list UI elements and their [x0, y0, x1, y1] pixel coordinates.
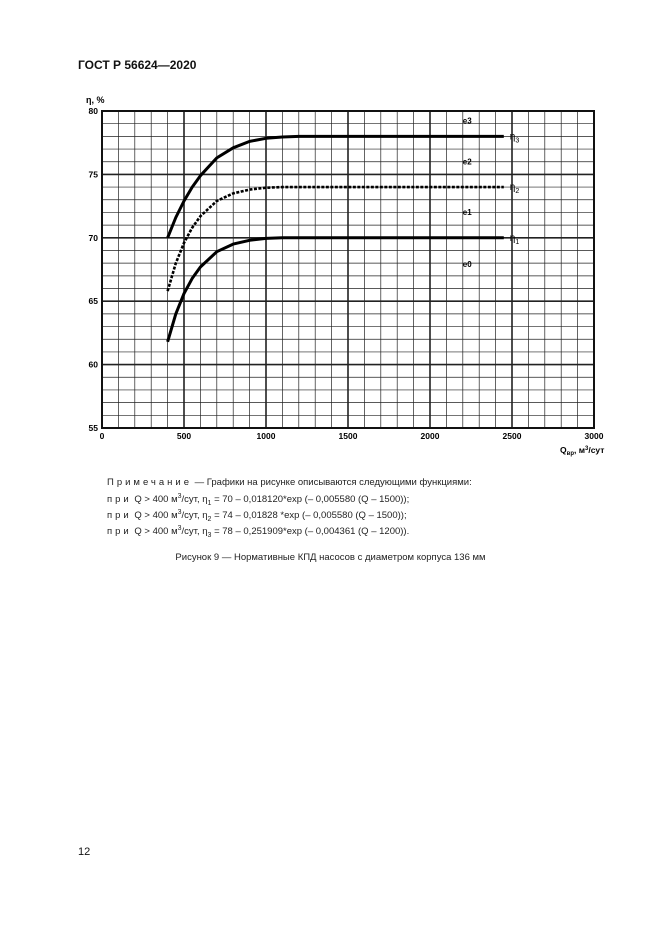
y-tick-label: 80 [88, 106, 98, 116]
x-tick-label: 1000 [256, 431, 276, 441]
x-tick-label: 0 [99, 431, 105, 441]
chart-labels [463, 117, 520, 269]
x-axis-label: $Q_{вр}$, $м^3$/сут [560, 445, 605, 457]
zone-label: e2 [462, 157, 472, 167]
zone-label: e3 [462, 116, 472, 126]
y-tick-label: 60 [88, 359, 98, 370]
figure-caption: Рисунок 9 — Нормативные КПД насосов с диаметром корпуса 136 мм [175, 552, 486, 563]
y-axis-label: η, % [86, 95, 105, 105]
document-header: ГОСТ Р 56624—2020 [78, 58, 197, 72]
note-line-1: при Q > 400 $м^3$/сут, $\eta_1 = 70 - 0,018120*\exp$ (– 0,005580 (Q – 1500)); [107, 493, 410, 508]
y-tick-label: 70 [88, 232, 98, 243]
x-tick-label: 500 [176, 431, 192, 441]
zone-label: e0 [462, 259, 472, 269]
chart-grid [102, 111, 594, 428]
series-end-label: $\eta_1$ [509, 232, 520, 246]
x-tick-label: 1500 [338, 431, 358, 441]
series-end-label: $\eta_3$ [509, 131, 520, 145]
series-line-η1 [168, 238, 504, 342]
x-tick-label: 2000 [420, 431, 440, 441]
note-line-2: при Q > 400 $м^3$/сут, $\eta_2 = 74 - 0,01828$ *exp (– 0,005580 (Q – 1500)); [107, 509, 407, 524]
x-tick-label: 2500 [502, 431, 522, 441]
y-tick-label: 55 [88, 423, 98, 433]
chart-series [168, 136, 504, 341]
note-intro [107, 477, 472, 488]
zone-label: e1 [462, 207, 472, 217]
x-tick-label: 3000 [584, 431, 604, 441]
y-tick-label: 75 [88, 169, 98, 180]
page-number: 12 [78, 846, 91, 858]
note-intro-text: — Графики на рисунке описываются следующими функциями: [192, 477, 472, 488]
note-line-3: при Q > 400 $м^3$/сут, $\eta_3 = 78 - 0,251909*\exp$ (– 0,004361 (Q – 1200)). [107, 525, 410, 540]
series-end-label: $\eta_2$ [509, 182, 520, 196]
y-tick-label: 65 [88, 296, 98, 307]
note-label: Примечание [107, 477, 192, 488]
